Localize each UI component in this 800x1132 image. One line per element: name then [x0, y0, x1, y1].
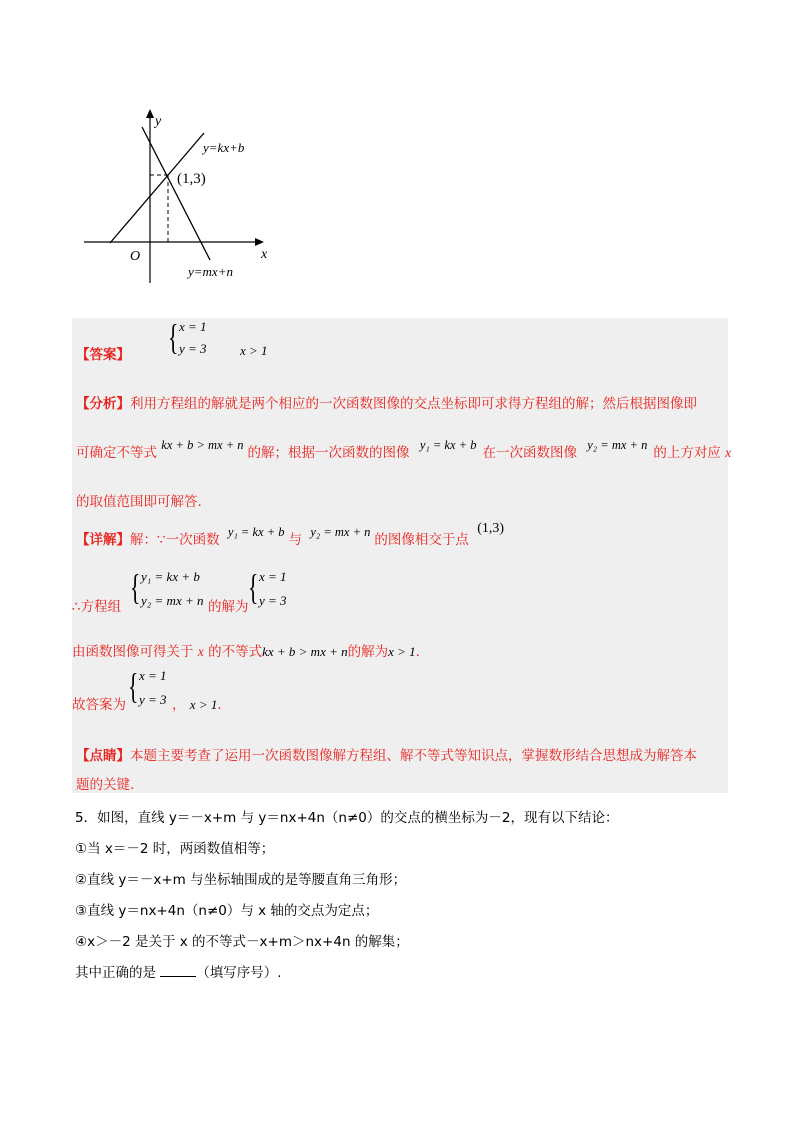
- detail-label: 【详解】: [76, 532, 130, 548]
- detail-text3d: .: [415, 644, 420, 660]
- detail-sol-row1: x = 1: [259, 569, 287, 584]
- analysis-line2: [76, 438, 732, 461]
- detail-func2: y₂ = mx + n: [310, 525, 371, 539]
- detail-text3a: 由函数图像可得关于: [72, 644, 194, 660]
- detail-text2a: ∴方程组: [72, 599, 122, 615]
- detail-text4b: ，: [172, 697, 186, 713]
- function-graph-figure: [78, 105, 278, 285]
- detail-ineq: kx + b > mx + n: [262, 644, 348, 659]
- x-axis-label: x: [261, 247, 268, 262]
- analysis-ineq: kx + b > mx + n: [161, 438, 244, 452]
- detail-line1: [76, 521, 505, 549]
- comment-text1: 本题主要考查了运用一次函数图像解方程组、解不等式等知识点，掌握数形结合思想成为解答本: [130, 748, 697, 764]
- analysis-label: 【分析】: [76, 396, 130, 412]
- detail-final-brace: {: [128, 666, 139, 706]
- solution-box: [72, 317, 732, 793]
- detail-text1a: 解：∵一次函数: [130, 532, 220, 548]
- y-axis-label: y: [155, 114, 162, 129]
- comment-label: 【点睛】: [76, 748, 130, 764]
- detail-line3: [72, 640, 420, 660]
- question-statement-4: ④x＞－2 是关于 x 的不等式－x+m＞nx+4n 的解集；: [75, 934, 409, 950]
- detail-solution-system: [248, 569, 308, 613]
- detail-sol-brace: {: [248, 567, 259, 607]
- detail-func1: y₁ = kx + b: [227, 525, 285, 539]
- question-intro: 5．如图，直线 y＝－x+m 与 y＝nx+4n（n≠0）的交点的横坐标为－2，现有以下结论：: [75, 810, 619, 826]
- analysis-text2b: 的解；根据一次函数的图像: [247, 445, 410, 461]
- comment-line2: 题的关键.: [76, 777, 135, 793]
- detail-point: (1,3): [477, 521, 505, 536]
- answer-system: [168, 319, 248, 359]
- answer-inequality: x > 1: [240, 343, 268, 358]
- origin-label: O: [130, 249, 141, 264]
- answer-sys-row2: y = 3: [179, 341, 207, 356]
- analysis-text2c: 在一次函数图像: [482, 445, 577, 461]
- detail-sys-brace: {: [130, 567, 141, 607]
- question-statement-2: ②直线 y＝－x+m 与坐标轴围成的是等腰直角三角形；: [75, 872, 407, 888]
- detail-final-row1: x = 1: [139, 668, 167, 683]
- comment-line1: [76, 744, 697, 764]
- analysis-text1: 利用方程组的解就是两个相应的一次函数图像的交点坐标即可求得方程组的解；然后根据图像即: [130, 396, 697, 412]
- question-statement-1: ①当 x＝－2 时，两函数值相等；: [75, 841, 275, 857]
- analysis-line1: [76, 392, 697, 412]
- detail-text1b: 与: [288, 532, 303, 548]
- detail-text3b: 的不等式: [208, 644, 263, 660]
- detail-text1c: 的图像相交于点: [374, 532, 469, 548]
- line-kx-b: [110, 133, 204, 243]
- analysis-func1: y₁ = kx + b: [419, 438, 477, 452]
- analysis-text2d: 的上方对应: [653, 445, 721, 461]
- analysis-func2: y₂ = mx + n: [587, 438, 648, 452]
- detail-final-row2: y = 3: [139, 692, 167, 707]
- line1-label: y=kx+b: [203, 140, 245, 155]
- question-prompt-text: 其中正确的是: [75, 965, 156, 981]
- analysis-line3: 的取值范围即可解答.: [76, 494, 202, 510]
- detail-line4-tail: [172, 693, 222, 713]
- question-statement-3: ③直线 y＝nx+4n（n≠0）与 x 轴的交点为定点；: [75, 903, 379, 919]
- answer-blank[interactable]: [160, 964, 196, 977]
- detail-text4a: 故答案为: [72, 697, 126, 713]
- question-prompt-tail: （填写序号）.: [196, 965, 282, 981]
- answer-label: 【答案】: [76, 347, 130, 363]
- x-axis-arrow-icon: [255, 238, 264, 246]
- detail-text2b: 的解为: [208, 599, 249, 615]
- analysis-text2a: 可确定不等式: [76, 445, 157, 461]
- detail-sol-row2: y = 3: [259, 593, 287, 608]
- line2-label: y=mx+n: [188, 264, 233, 279]
- analysis-x: x: [725, 445, 732, 460]
- answer-sys-row1: x = 1: [179, 319, 207, 334]
- detail-sol: x > 1: [388, 644, 416, 659]
- question-prompt: [75, 961, 282, 981]
- detail-final-ineq: x > 1: [189, 697, 218, 712]
- detail-sys-row1: y₁ = kx + b: [141, 569, 200, 584]
- detail-text3c: 的解为: [347, 644, 389, 660]
- detail-x: x: [197, 644, 204, 659]
- graph-svg: [78, 105, 278, 285]
- y-axis-arrow-icon: [146, 109, 154, 118]
- answer-brace: {: [168, 317, 179, 357]
- point-label: (1,3): [177, 171, 206, 187]
- detail-sys-row2: y₂ = mx + n: [141, 593, 204, 608]
- detail-text4c: .: [217, 697, 222, 713]
